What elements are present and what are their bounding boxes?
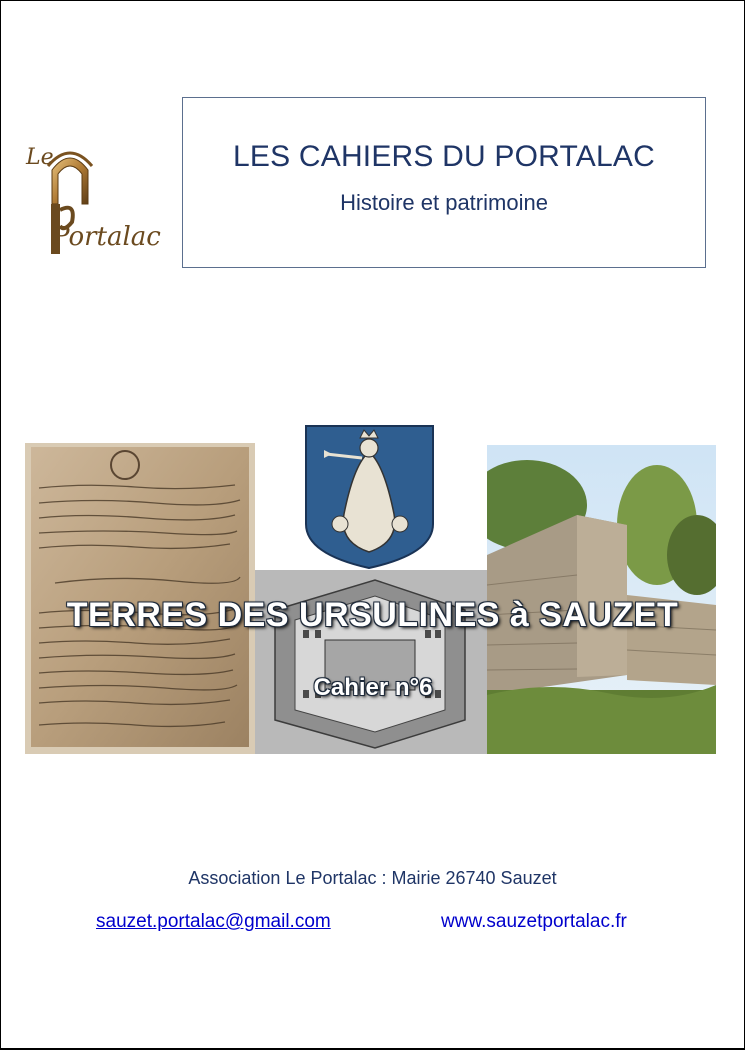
issue-number: Cahier n°6 <box>313 674 433 701</box>
portalac-logo <box>24 140 161 268</box>
ursuline-crest-image <box>304 424 435 570</box>
association-address: Association Le Portalac : Mairie 26740 Sauzet <box>188 868 557 888</box>
website-link[interactable]: www.sauzetportalac.fr <box>441 911 627 932</box>
cover-title: TERRES DES URSULINES à SAUZET <box>66 596 679 634</box>
email-link[interactable]: sauzet.portalac@gmail.com <box>96 911 331 932</box>
publication-title: LES CAHIERS DU PORTALAC <box>233 140 655 173</box>
title-box <box>182 97 706 268</box>
publication-subtitle: Histoire et patrimoine <box>340 190 548 215</box>
logo-le-text: Le <box>26 145 54 170</box>
logo-name-text: Portalac <box>52 222 161 252</box>
